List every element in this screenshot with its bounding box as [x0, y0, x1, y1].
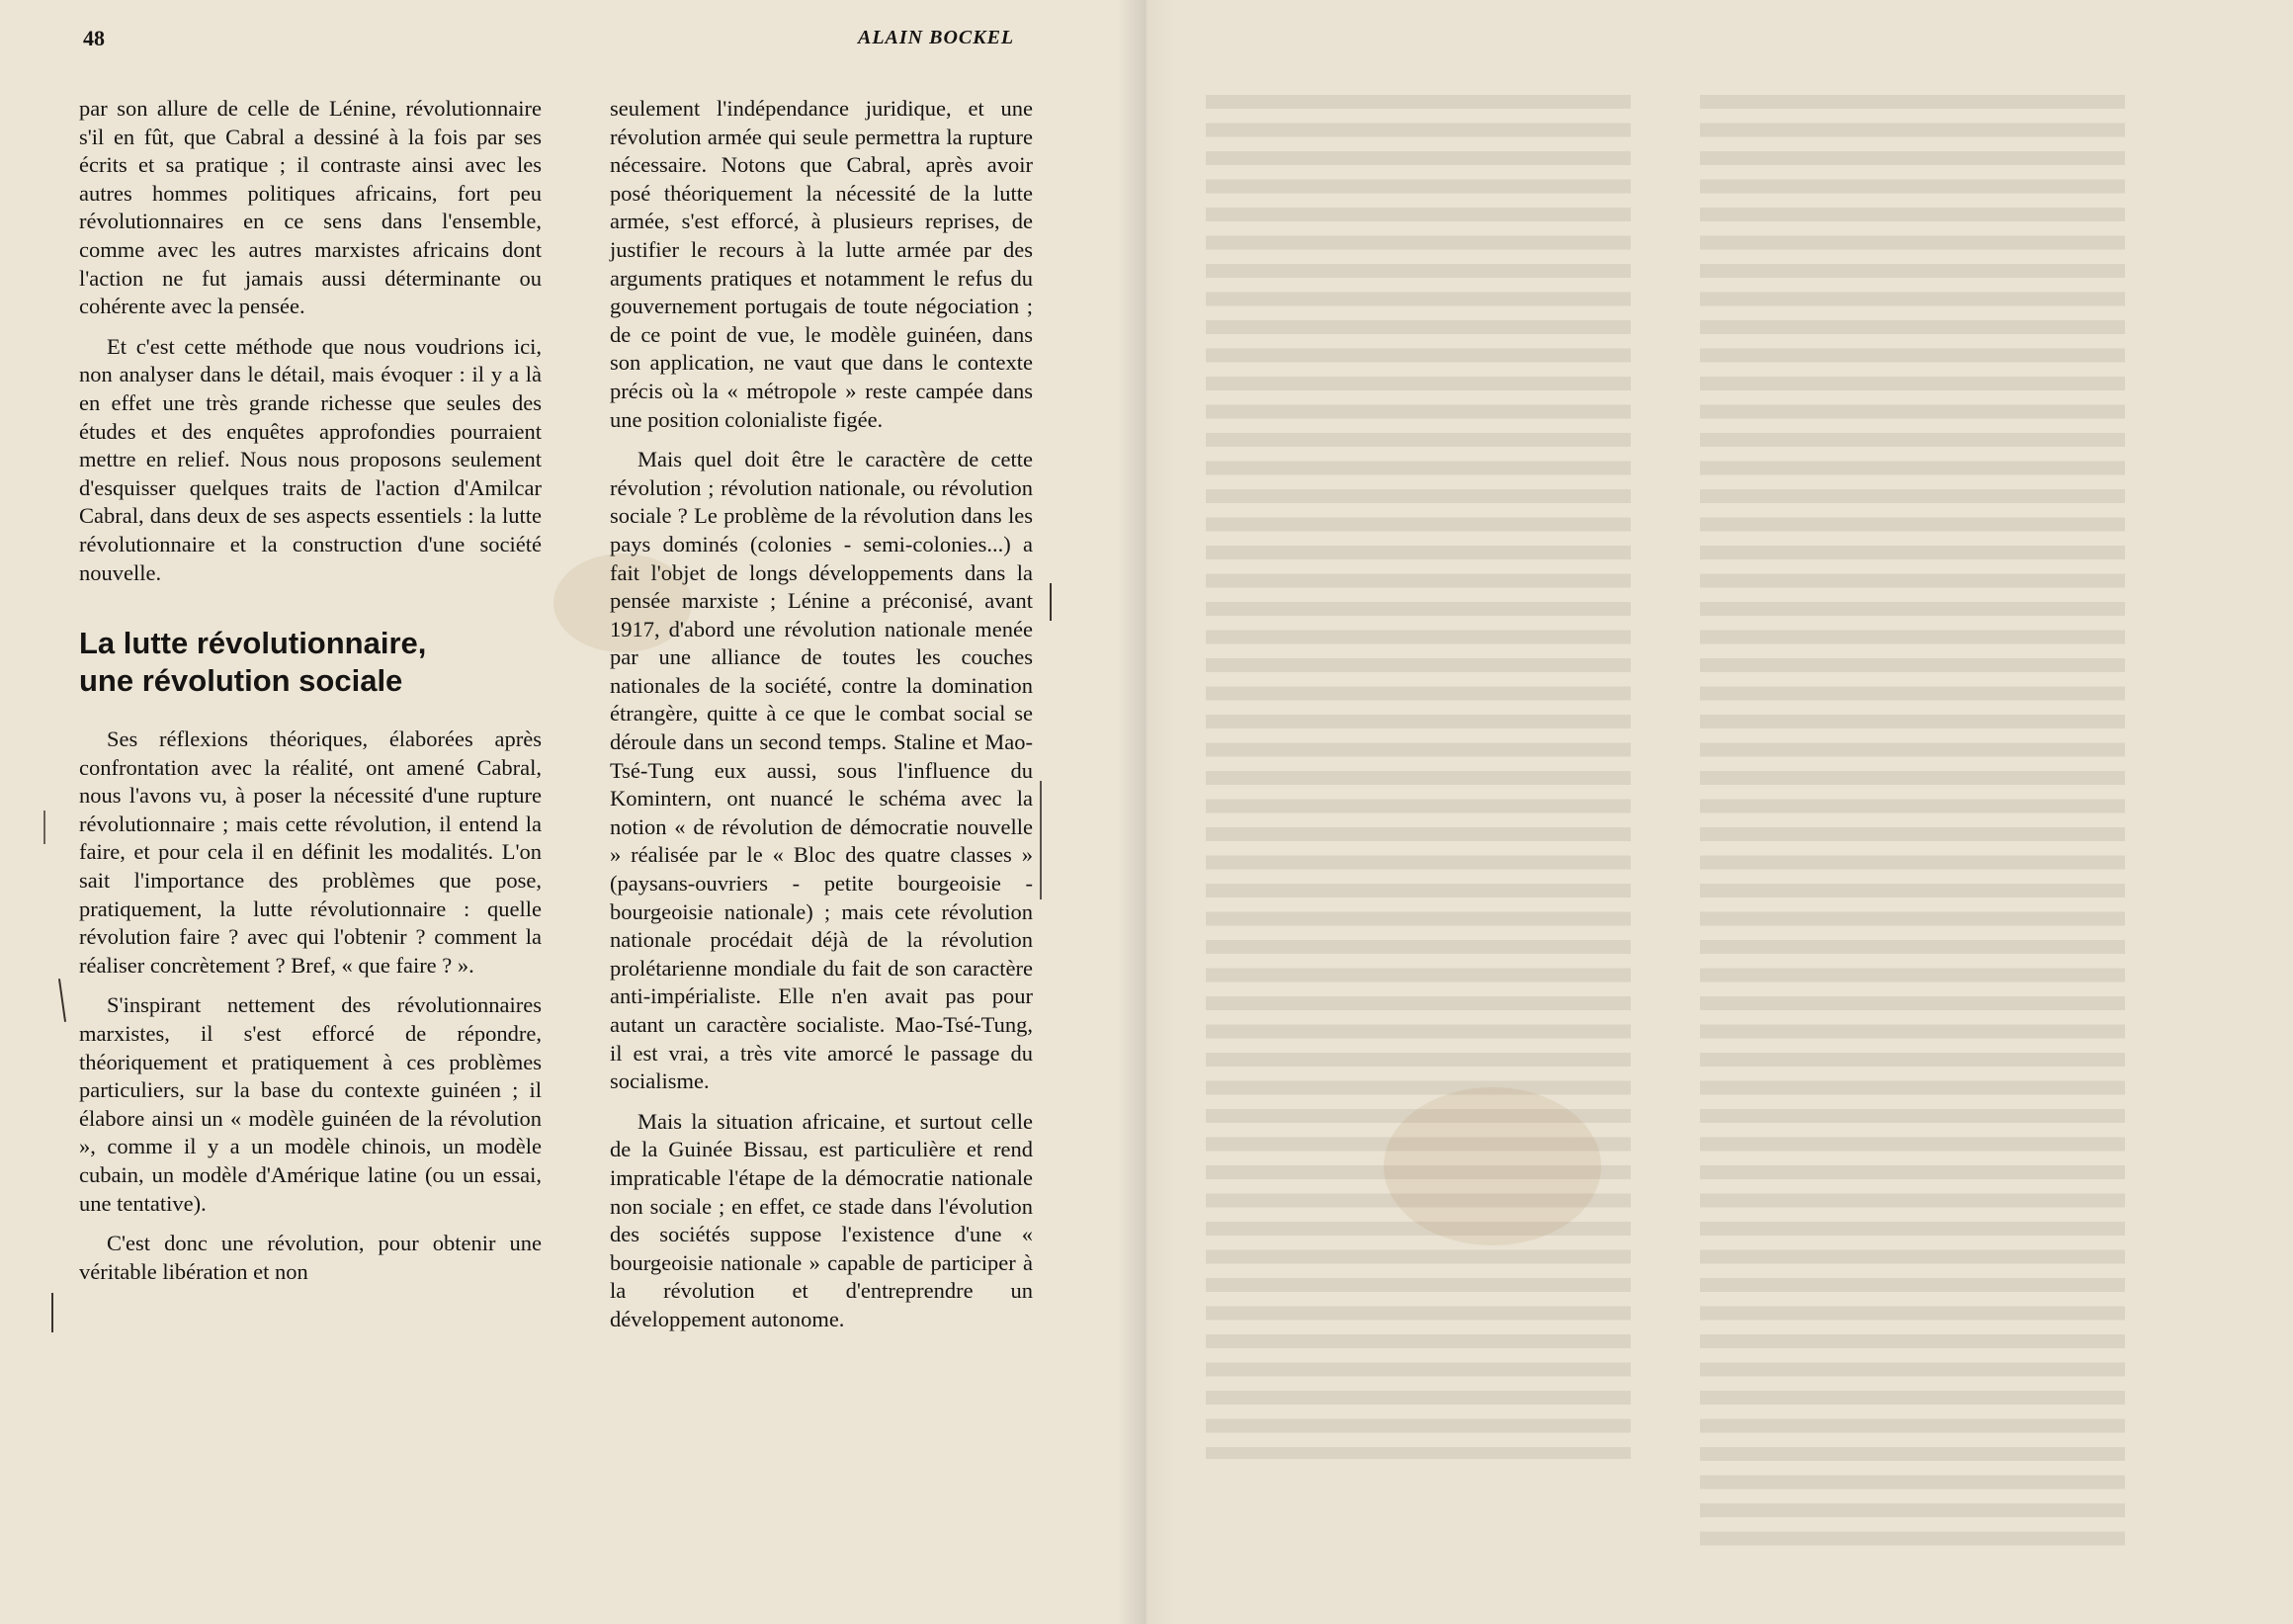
bleed-through-text: [1700, 95, 2125, 1558]
book-gutter: [1117, 0, 1176, 1624]
paragraph: Et c'est cette méthode que nous voudrions ici, non analyser dans le détail, mais évoquer : il y a là en effet une très grande richesse que seules des études et des enquêtes approfondies pourraient mettre en relief. Nous nous proposons seulement d'esquisser quelques traits de l'action d'Amilcar Cabral, dans deux de ses aspects essentiels : la lutte révolutionnaire et la construction d'une société nouvelle.: [79, 333, 542, 585]
text-column-2: [610, 95, 1033, 1346]
paragraph: Mais la situation africaine, et surtout celle de la Guinée Bissau, est particulière et rend impraticable l'étape de la démocratie nationale non sociale ; en effet, ce stade dans l'évolution des sociétés suppose l'existence d'une « bourgeoisie nationale » capable de participer à la révolution et d'entreprendre un développement autonome.: [610, 1108, 1033, 1331]
paragraph: Mais quel doit être le caractère de cette révolution ; révolution nationale, ou révolution sociale ? Le problème de la révolution dans les pays dominés (colonies - semi-colonies...) a fait l'objet de longs développements dans la pensée marxiste ; Lénine a préconisé, avant 1917, d'abord une révolution nationale menée par une alliance de toutes les couches nationales de la société, contre la domination étrangère, quitte à ce que le combat social se déroule dans un second temps. Staline et Mao-Tsé-Tung eux aussi, sous l'influence du Komintern, ont nuancé le schéma avec la notion « de révolution de démocratie nouvelle » réalisée par le « Bloc des quatre classes » (paysans-ouvriers - petite bourgeoisie - bourgeoisie nationale) ; mais cete révolution nationale procédait déjà de la révolution prolétarienne mondiale du fait de son caractère anti-impérialiste. Elle n'en avait pas pour autant un caractère socialiste. Mao-Tsé-Tung, il est vrai, a très vite amorcé le passage du socialisme.: [610, 447, 1033, 1094]
section-heading-line: La lutte révolutionnaire,: [79, 626, 427, 661]
paragraph: C'est donc une révolution, pour obtenir une véritable libération et non: [79, 1231, 542, 1284]
page-number: 48: [83, 26, 105, 50]
pencil-margin-mark: [43, 811, 45, 844]
section-heading-line: une révolution sociale: [79, 663, 403, 699]
paragraph: S'inspirant nettement des révolutionnaires marxistes, il s'est efforcé de répondre, théoriquement et pratiquement à ces problèmes particuliers, sur la base du contexte guinéen ; il élabore ainsi un « modèle guinéen de la révolution », comme il y a un modèle chinois, un modèle cubain, un modèle d'Amérique latine (ou un essai, une tentative).: [79, 992, 542, 1216]
pencil-margin-mark: [1040, 781, 1042, 899]
bleed-through-text: [1206, 95, 1631, 1459]
pencil-margin-mark: [51, 1293, 53, 1332]
section-heading: [79, 625, 542, 700]
paragraph: Ses réflexions théoriques, élaborées après confrontation avec la réalité, ont amené Cabral, nous l'avons vu, à poser la nécessité d'une rupture révolutionnaire ; mais cette révolution, il entend la faire, et pour cela il en définit les modalités. L'on sait l'importance des problèmes que pose, pratiquement, la lutte révolutionnaire : quelle révolution faire ? avec qui l'obtenir ? comment la réaliser concrètement ? Bref, « que faire ? ».: [79, 727, 542, 978]
paragraph: seulement l'indépendance juridique, et une révolution armée qui seule permettra la rupture nécessaire. Notons que Cabral, après avoir posé théoriquement la nécessité de la lutte armée, s'est efforcé, à plusieurs reprises, de justifier le recours à la lutte armée par des arguments pratiques et notamment le refus du gouvernement portugais de toute négociation ; de ce point de vue, le modèle guinéen, dans son application, ne vaut que dans le contexte précis où la « métropole » reste campée dans une position colonialiste figée.: [610, 96, 1033, 432]
running-head: ALAIN BOCKEL: [858, 27, 1015, 48]
text-column-1: [79, 95, 542, 1298]
paragraph: par son allure de celle de Lénine, révolutionnaire s'il en fût, que Cabral a dessiné à la fois par ses écrits et sa pratique ; il contraste ainsi avec les autres hommes politiques africains, fort peu révolutionnaires en ce sens dans l'ensemble, comme avec les autres marxistes africains dont l'action ne fut jamais aussi déterminante ou cohérente avec la pensée.: [79, 96, 542, 319]
pencil-margin-mark: [1050, 583, 1052, 621]
